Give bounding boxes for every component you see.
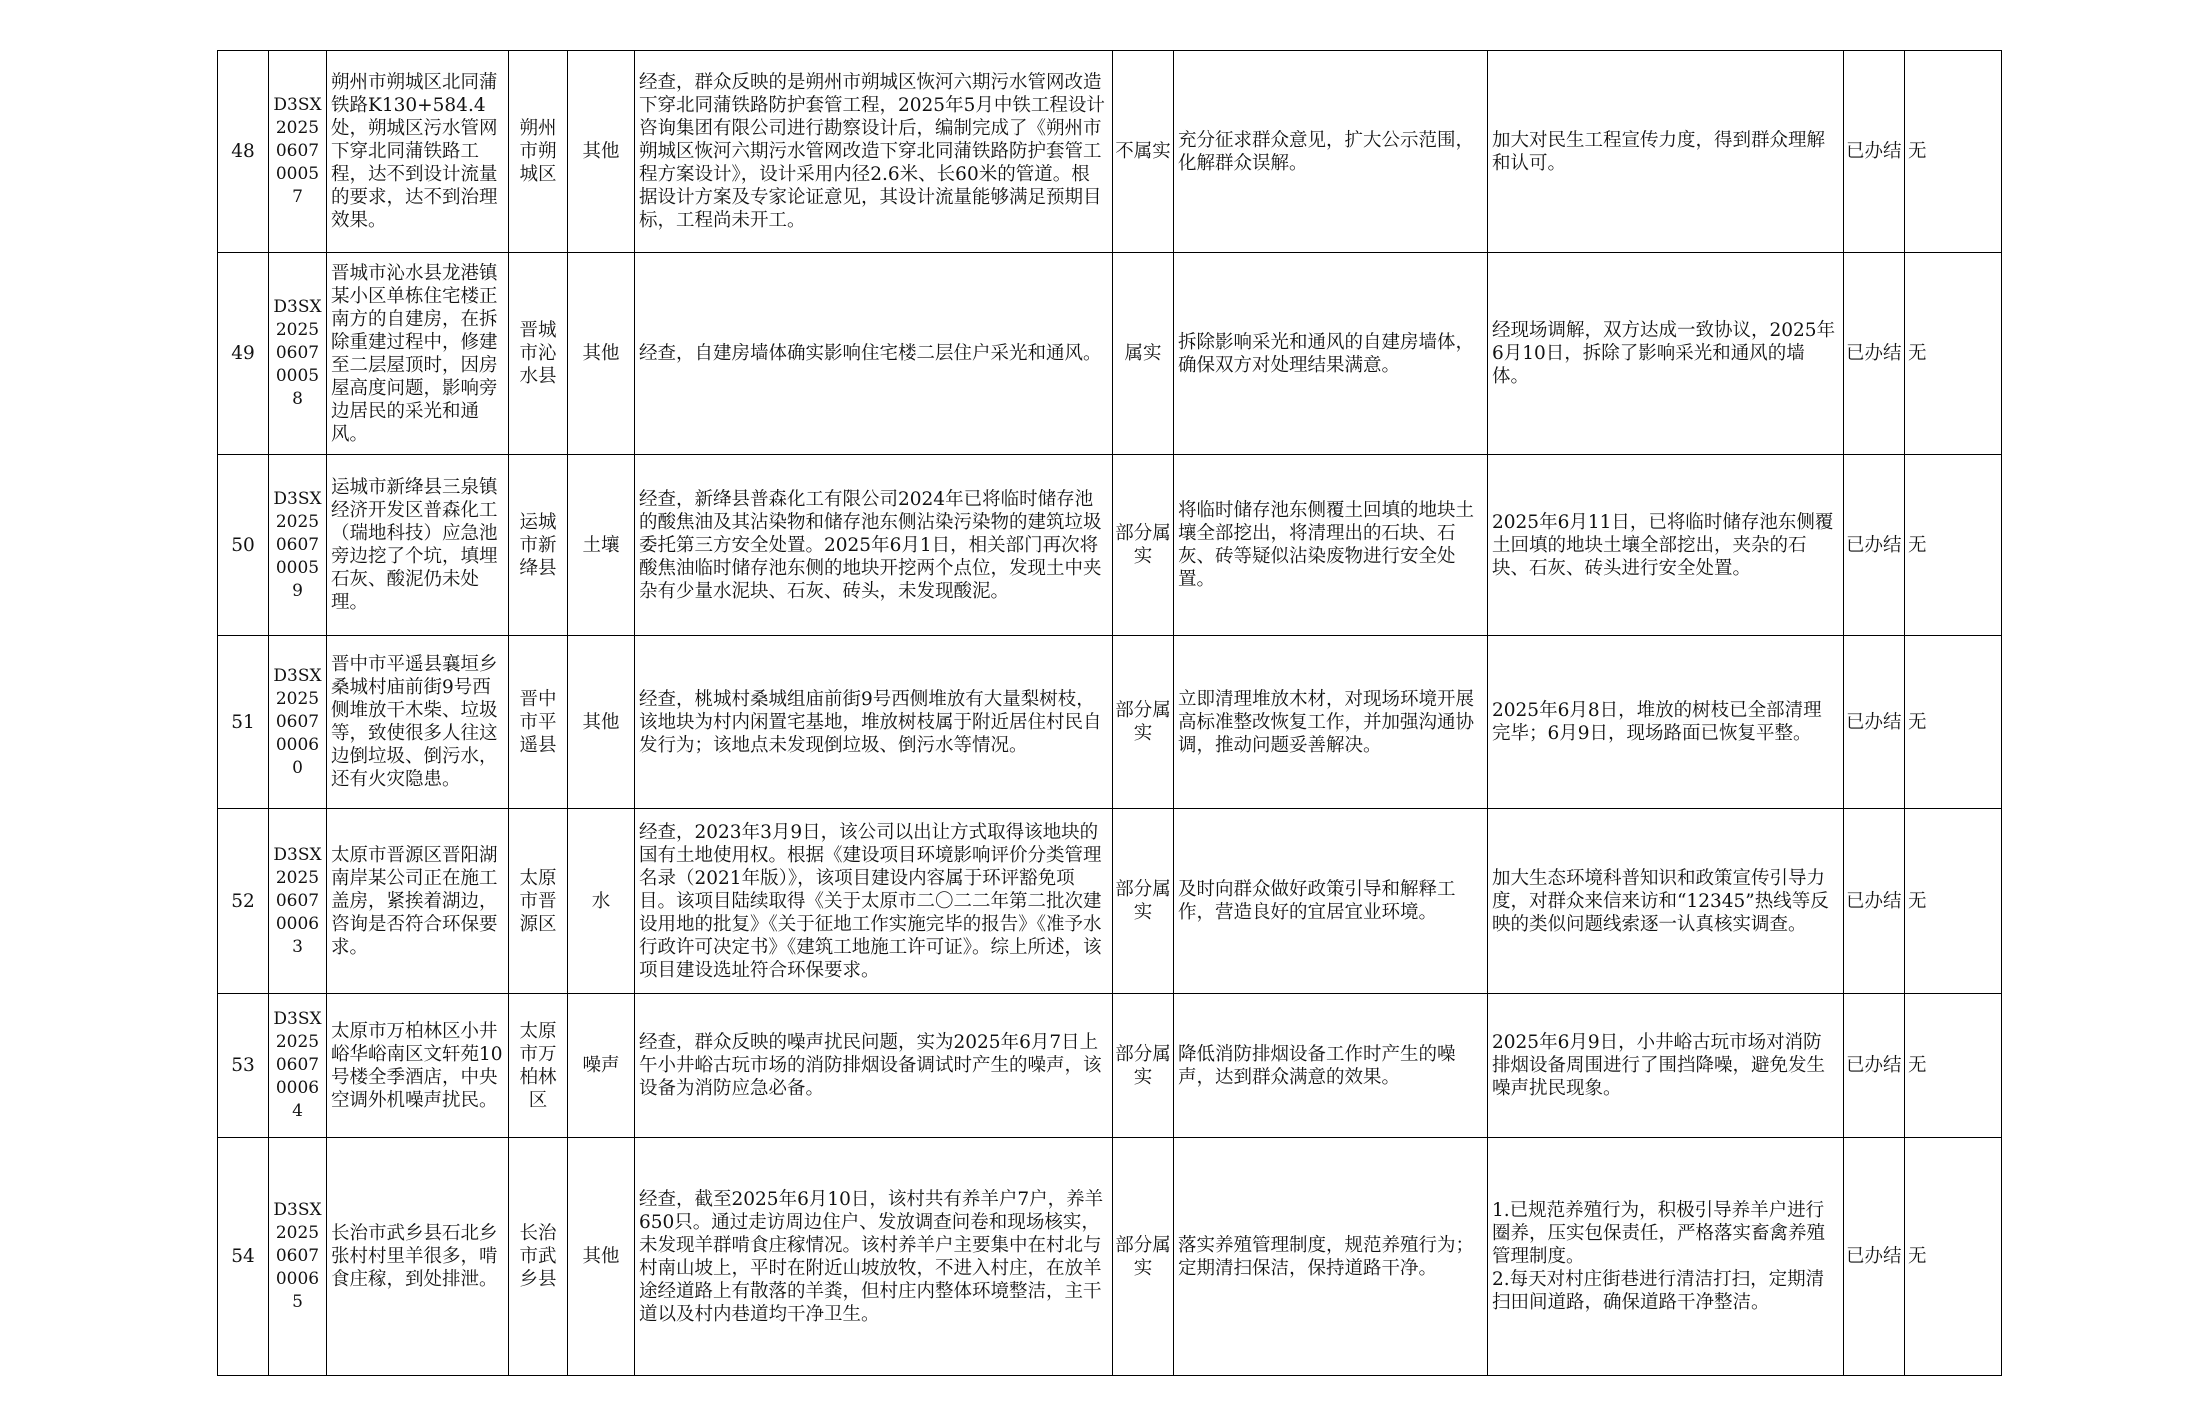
cell-index: 52 <box>218 809 268 993</box>
cell-verdict: 部分属实 <box>1113 636 1173 808</box>
cell-remark: 无 <box>1905 51 2001 252</box>
cell-measures: 落实养殖管理制度，规范养殖行为；定期清扫保洁，保持道路干净。 <box>1174 1138 1487 1375</box>
cell-status: 已办结 <box>1844 636 1904 808</box>
cell-outcome <box>1488 1138 1843 1375</box>
outcome-paragraph: 加大对民生工程宣传力度，得到群众理解和认可。 <box>1492 129 1826 174</box>
cell-category: 其他 <box>568 1138 634 1375</box>
cell-outcome <box>1488 809 1843 993</box>
cell-remark: 无 <box>1905 809 2001 993</box>
cell-category: 其他 <box>568 636 634 808</box>
outcome-paragraph: 2.每天对村庄街巷进行清洁打扫，定期清扫田间道路，确保道路干净整洁。 <box>1492 1269 1825 1313</box>
cell-verdict: 不属实 <box>1113 51 1173 252</box>
outcome-paragraph: 1.已规范养殖行为，积极引导养羊户进行圈养，压实包保责任，严格落实畜禽养殖管理制度。 <box>1492 1200 1826 1267</box>
cell-status: 已办结 <box>1844 51 1904 252</box>
cell-case-id: D3SX2025060700059 <box>269 455 326 635</box>
cell-index: 54 <box>218 1138 268 1375</box>
outcome-paragraph: 加大生态环境科普知识和政策宣传引导力度，对群众来信来访和“12345”热线等反映的类似问题线索逐一认真核实调查。 <box>1492 867 1829 935</box>
cell-district: 运城市新绛县 <box>509 455 567 635</box>
cell-case-id: D3SX2025060700065 <box>269 1138 326 1375</box>
cell-investigation: 经查，桃城村桑城组庙前街9号西侧堆放有大量梨树枝，该地块为村内闲置宅基地，堆放树枝属于附近居住村民自发行为；该地点未发现倒垃圾、倒污水等情况。 <box>635 636 1112 808</box>
cell-investigation: 经查，新绛县普森化工有限公司2024年已将临时储存池的酸焦油及其沾染物和储存池东侧沾染污染物的建筑垃圾委托第三方安全处置。2025年6月1日，相关部门再次将酸焦油临时储存池东侧的地块开挖两个点位，发现土中夹杂有少量水泥块、石灰、砖头，未发现酸泥。 <box>635 455 1112 635</box>
cell-case-id: D3SX2025060700058 <box>269 253 326 454</box>
cell-outcome <box>1488 455 1843 635</box>
cell-investigation: 经查，群众反映的噪声扰民问题，实为2025年6月7日上午小井峪古玩市场的消防排烟设备调试时产生的噪声，该设备为消防应急必备。 <box>635 994 1112 1137</box>
cell-complaint: 晋城市沁水县龙港镇某小区单栋住宅楼正南方的自建房，在拆除重建过程中，修建至二层屋顶时，因房屋高度问题，影响旁边居民的采光和通风。 <box>327 253 508 454</box>
cell-case-id: D3SX2025060700060 <box>269 636 326 808</box>
cell-index: 48 <box>218 51 268 252</box>
cell-verdict: 部分属实 <box>1113 455 1173 635</box>
cell-measures: 拆除影响采光和通风的自建房墙体，确保双方对处理结果满意。 <box>1174 253 1487 454</box>
cell-verdict: 属实 <box>1113 253 1173 454</box>
cell-index: 51 <box>218 636 268 808</box>
cell-category: 噪声 <box>568 994 634 1137</box>
cell-district: 长治市武乡县 <box>509 1138 567 1375</box>
cell-category: 其他 <box>568 253 634 454</box>
cell-status: 已办结 <box>1844 455 1904 635</box>
cell-status: 已办结 <box>1844 994 1904 1137</box>
cell-status: 已办结 <box>1844 253 1904 454</box>
cell-remark: 无 <box>1905 253 2001 454</box>
cell-complaint: 太原市晋源区晋阳湖南岸某公司正在施工盖房，紧挨着湖边，咨询是否符合环保要求。 <box>327 809 508 993</box>
cell-district: 太原市万柏林区 <box>509 994 567 1137</box>
cell-verdict: 部分属实 <box>1113 1138 1173 1375</box>
cell-complaint: 太原市万柏林区小井峪华峪南区文轩苑10号楼全季酒店，中央空调外机噪声扰民。 <box>327 994 508 1137</box>
cell-status: 已办结 <box>1844 809 1904 993</box>
cell-district: 太原市晋源区 <box>509 809 567 993</box>
cell-investigation: 经查，2023年3月9日，该公司以出让方式取得该地块的国有土地使用权。根据《建设项目环境影响评价分类管理名录（2021年版）》，该项目建设内容属于环评豁免项目。该项目陆续取得《关于太原市二〇二二年第二批次建设用地的批复》《关于征地工作实施完毕的报告》《准予水行政许可决定书》《建筑工地施工许可证》。综上所述，该项目建设选址符合环保要求。 <box>635 809 1112 993</box>
cell-case-id: D3SX2025060700063 <box>269 809 326 993</box>
cell-measures: 将临时储存池东侧覆土回填的地块土壤全部挖出，将清理出的石块、石灰、砖等疑似沾染废物进行安全处置。 <box>1174 455 1487 635</box>
cell-index: 50 <box>218 455 268 635</box>
outcome-paragraph: 经现场调解，双方达成一致协议，2025年6月10日，拆除了影响采光和通风的墙体。 <box>1492 320 1836 387</box>
cell-measures: 充分征求群众意见，扩大公示范围，化解群众误解。 <box>1174 51 1487 252</box>
cell-verdict: 部分属实 <box>1113 809 1173 993</box>
outcome-paragraph: 2025年6月8日，堆放的树枝已全部清理完毕；6月9日，现场路面已恢复平整。 <box>1492 700 1822 744</box>
cell-measures: 降低消防排烟设备工作时产生的噪声，达到群众满意的效果。 <box>1174 994 1487 1137</box>
cell-case-id: D3SX2025060700057 <box>269 51 326 252</box>
cell-complaint: 晋中市平遥县襄垣乡桑城村庙前街9号西侧堆放干木柴、垃圾等，致使很多人往这边倒垃圾、倒污水，还有火灾隐患。 <box>327 636 508 808</box>
cell-remark: 无 <box>1905 455 2001 635</box>
cell-outcome <box>1488 253 1843 454</box>
cell-outcome <box>1488 51 1843 252</box>
cell-remark: 无 <box>1905 994 2001 1137</box>
outcome-paragraph: 2025年6月9日，小井峪古玩市场对消防排烟设备周围进行了围挡降噪，避免发生噪声扰民现象。 <box>1492 1032 1826 1099</box>
cell-district: 朔州市朔城区 <box>509 51 567 252</box>
cell-remark: 无 <box>1905 1138 2001 1375</box>
cell-investigation: 经查，截至2025年6月10日，该村共有养羊户7户，养羊650只。通过走访周边住户、发放调查问卷和现场核实，未发现羊群啃食庄稼情况。该村养羊户主要集中在村北与村南山坡上，平时在附近山坡放牧，不进入村庄，在放羊途经道路上有散落的羊粪，但村庄内整体环境整洁，主干道以及村内巷道均干净卫生。 <box>635 1138 1112 1375</box>
cell-district: 晋中市平遥县 <box>509 636 567 808</box>
cell-measures: 及时向群众做好政策引导和解释工作，营造良好的宜居宜业环境。 <box>1174 809 1487 993</box>
outcome-paragraph: 2025年6月11日，已将临时储存池东侧覆土回填的地块土壤全部挖出，夹杂的石块、石灰、砖头进行安全处置。 <box>1492 511 1834 579</box>
cell-index: 49 <box>218 253 268 454</box>
cell-investigation: 经查，群众反映的是朔州市朔城区恢河六期污水管网改造下穿北同蒲铁路防护套管工程，2025年5月中铁工程设计咨询集团有限公司进行勘察设计后，编制完成了《朔州市朔城区恢河六期污水管网改造下穿北同蒲铁路防护套管工程方案设计》，设计采用内径2.6米、长60米的管道。根据设计方案及专家论证意见，其设计流量能够满足预期目标，工程尚未开工。 <box>635 51 1112 252</box>
cell-case-id: D3SX2025060700064 <box>269 994 326 1137</box>
cell-category: 其他 <box>568 51 634 252</box>
cell-index: 53 <box>218 994 268 1137</box>
cell-category: 水 <box>568 809 634 993</box>
complaint-table <box>217 50 2002 1376</box>
cell-district: 晋城市沁水县 <box>509 253 567 454</box>
cell-complaint: 长治市武乡县石北乡张村村里羊很多，啃食庄稼，到处排泄。 <box>327 1138 508 1375</box>
cell-remark: 无 <box>1905 636 2001 808</box>
cell-investigation: 经查，自建房墙体确实影响住宅楼二层住户采光和通风。 <box>635 253 1112 454</box>
cell-verdict: 部分属实 <box>1113 994 1173 1137</box>
cell-status: 已办结 <box>1844 1138 1904 1375</box>
cell-outcome <box>1488 636 1843 808</box>
cell-complaint: 运城市新绛县三泉镇经济开发区普森化工（瑞地科技）应急池旁边挖了个坑，填埋石灰、酸泥仍未处理。 <box>327 455 508 635</box>
cell-measures: 立即清理堆放木材，对现场环境开展高标准整改恢复工作，并加强沟通协调，推动问题妥善解决。 <box>1174 636 1487 808</box>
cell-complaint: 朔州市朔城区北同蒲铁路K130+584.4处，朔城区污水管网下穿北同蒲铁路工程，达不到设计流量的要求，达不到治理效果。 <box>327 51 508 252</box>
cell-category: 土壤 <box>568 455 634 635</box>
cell-outcome <box>1488 994 1843 1137</box>
